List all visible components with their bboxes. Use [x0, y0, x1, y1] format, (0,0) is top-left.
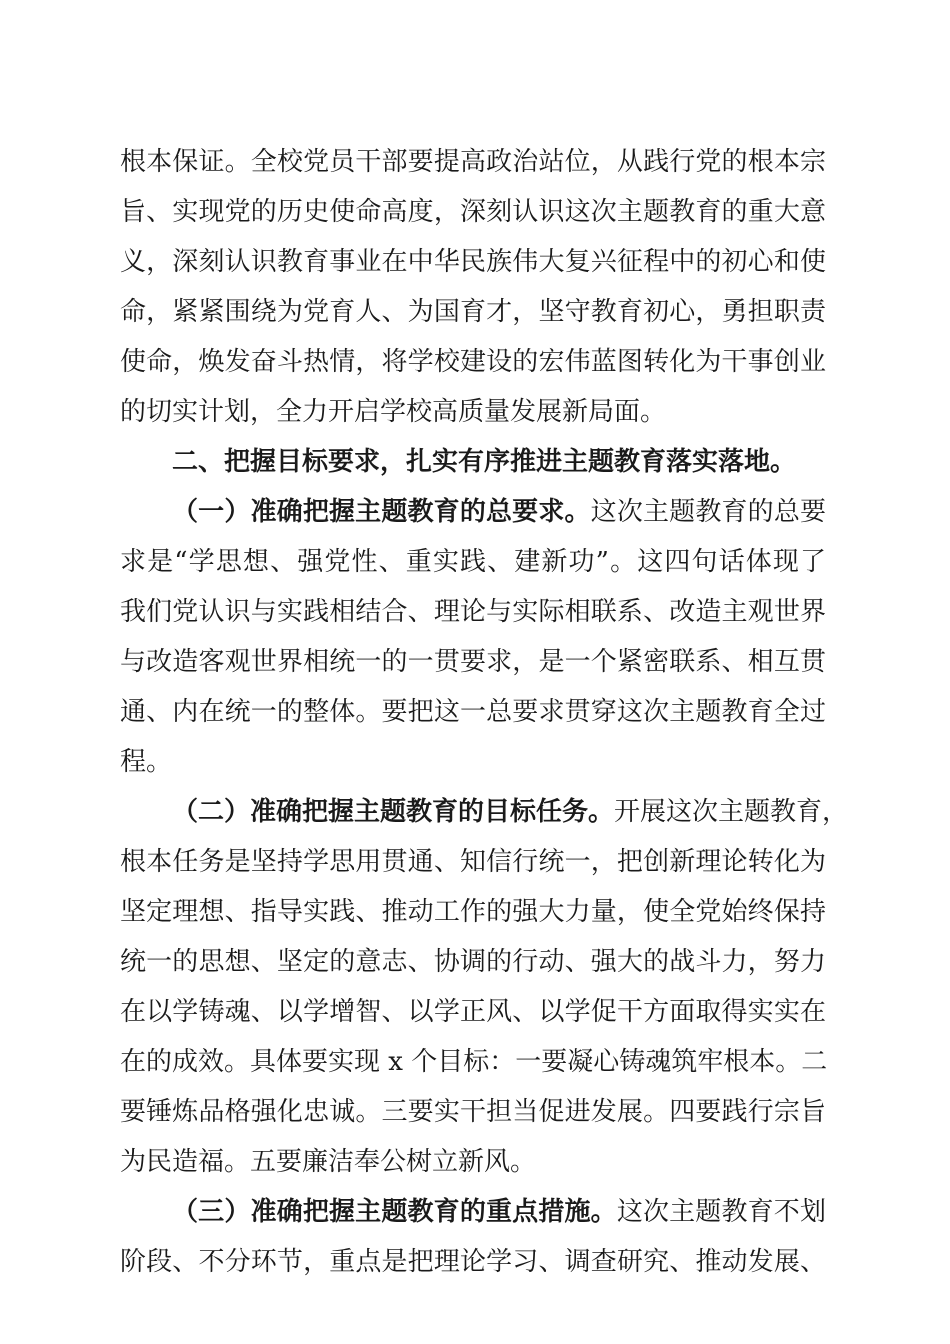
- subsection-2-first-text: 开展这次主题教育，: [614, 797, 849, 827]
- subsection-2-line-8: 为民造福。五要廉洁奉公树立新风。: [120, 1147, 537, 1177]
- subsection-2-line-3: 坚定理想、指导实践、推动工作的强大力量，使全党始终保持: [120, 897, 826, 927]
- intro-line-1: 根本保证。全校党员干部要提高政治站位，从践行党的根本宗: [120, 147, 826, 177]
- subsection-3-title: （三）准确把握主题教育的重点措施。: [172, 1197, 617, 1227]
- subsection-1-line-2: 求是“学思想、强党性、重实践、建新功”。这四句话体现了: [120, 547, 826, 577]
- subsection-1-line-5: 通、内在统一的整体。要把这一总要求贯穿这次主题教育全过: [120, 697, 826, 727]
- intro-line-5: 使命，焕发奋斗热情，将学校建设的宏伟蓝图转化为干事创业: [120, 347, 826, 377]
- subsection-2-line-5: 在以学铸魂、以学增智、以学正风、以学促干方面取得实实在: [120, 997, 826, 1027]
- subsection-2-first-line: [172, 792, 849, 832]
- subsection-1-first-line: [172, 492, 826, 532]
- subsection-2-title: （二）准确把握主题教育的目标任务。: [172, 797, 615, 827]
- subsection-2-line-7: 要锤炼品格强化忠诚。三要实干担当促进发展。四要践行宗旨: [120, 1097, 826, 1127]
- subsection-3-line-2: 阶段、不分环节，重点是把理论学习、调查研究、推动发展、: [120, 1247, 826, 1277]
- intro-line-3: 义，深刻认识教育事业在中华民族伟大复兴征程中的初心和使: [120, 247, 826, 277]
- subsection-3-first-text: 这次主题教育不划: [616, 1197, 826, 1227]
- intro-line-4: 命，紧紧围绕为党育人、为国育才，坚守教育初心，勇担职责: [120, 297, 826, 327]
- subsection-1-line-3: 我们党认识与实践相结合、理论与实际相联系、改造主观世界: [120, 597, 826, 627]
- subsection-3-first-line: [172, 1192, 826, 1232]
- subsection-1-line-4: 与改造客观世界相统一的一贯要求，是一个紧密联系、相互贯: [120, 647, 826, 677]
- subsection-2-line-2: 根本任务是坚持学思用贯通、知信行统一，把创新理论转化为: [120, 847, 826, 877]
- subsection-1-first-text: 这次主题教育的总要: [590, 497, 826, 527]
- intro-line-6: 的切实计划，全力开启学校高质量发展新局面。: [120, 397, 667, 427]
- subsection-1-title: （一）准确把握主题教育的总要求。: [172, 497, 591, 527]
- intro-line-2: 旨、实现党的历史使命高度，深刻认识这次主题教育的重大意: [120, 197, 826, 227]
- section-heading: 二、把握目标要求，扎实有序推进主题教育落实落地。: [172, 447, 797, 477]
- subsection-1-line-6: 程。: [120, 747, 173, 777]
- subsection-2-line-4: 统一的思想、坚定的意志、协调的行动、强大的战斗力，努力: [120, 947, 826, 977]
- subsection-2-line-6: 在的成效。具体要实现 x 个目标：一要凝心铸魂筑牢根本。二: [120, 1047, 828, 1077]
